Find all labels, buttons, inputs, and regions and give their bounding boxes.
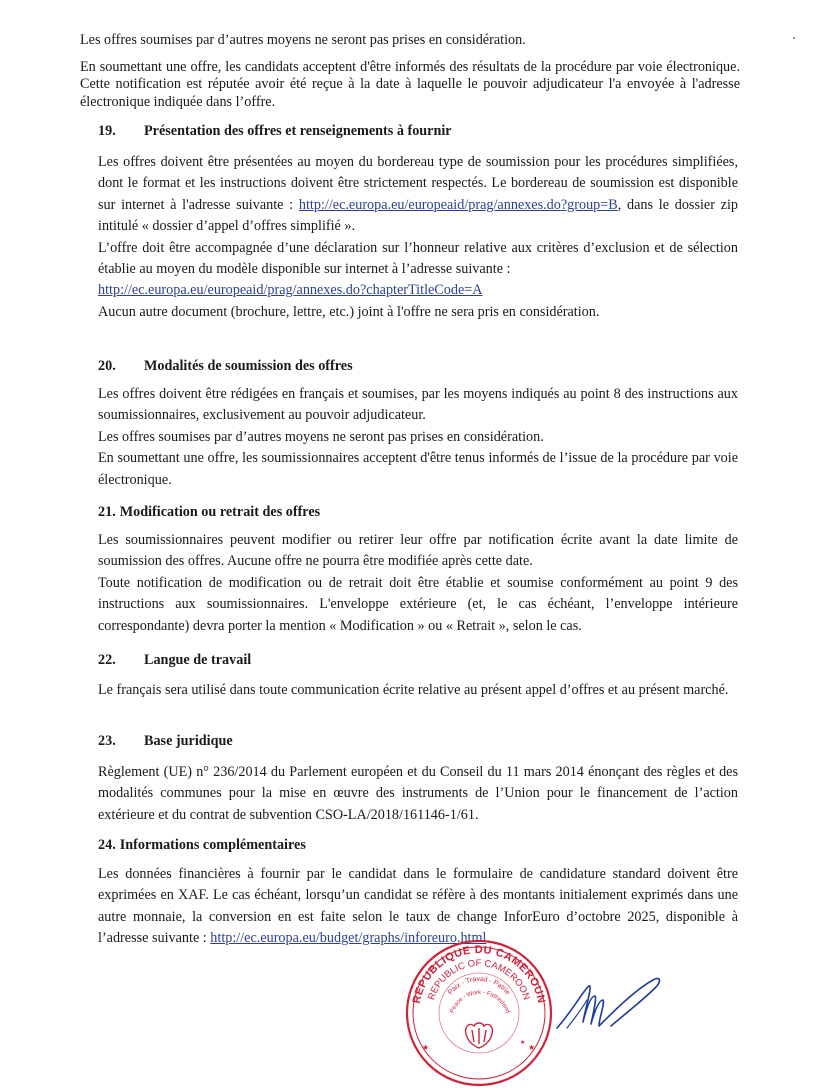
section-23-heading <box>98 732 233 750</box>
section-19-heading <box>98 122 452 140</box>
svg-text:★: ★ <box>520 1039 526 1046</box>
section-21-paragraph-2: Toute notification de modification ou de retrait doit être établie et soumise conformément au point 9 des instructions aux soumissionnaires. L'enveloppe extérieure (et, le cas échéant, l’enveloppe intérieure correspondante) devra porter la mention « Modification » ou « Retrait », selon le cas. <box>98 574 738 634</box>
paragraph-text: Les données financières à fournir par le candidat dans le formulaire de candidature standard doivent être exprimées en XAF. Le cas échéant, lorsqu’un candidat se réfère à des montants initialement exprimés dans une autre monnaie, la conversion en est faite selon le taux de change InforEuro d’octobre 2025, disponible à l’adresse suivante : <box>98 866 738 947</box>
section-20-body <box>98 384 738 491</box>
section-title: Modification ou retrait des offres <box>119 504 321 520</box>
paragraph-text: Les offres doivent être présentées au moyen du bordereau type de soumission pour les procédures simplifiées, dont le format et les instructions doivent être strictement respectés. Le bordereau de soumission est disponible sur internet à l'adresse suivante : <box>98 154 738 213</box>
svg-text:★: ★ <box>528 1043 536 1052</box>
section-23-body <box>98 762 738 826</box>
signature <box>555 970 665 1030</box>
svg-text:★: ★ <box>422 1043 430 1052</box>
intro-paragraph-2: En soumettant une offre, les candidats acceptent d'être informés des résultats de la procédure par voie électronique. Cette notification est réputée avoir été reçue à la date à laquelle le pouvoir adjudicateur l'a envoyée à l'adresse électronique indiquée dans l’offre. <box>80 58 740 110</box>
stamp-motto-en: Peace - Work - Fatherland <box>449 989 511 1015</box>
paragraph-text: . <box>486 930 491 947</box>
section-19-paragraph-1 <box>98 152 738 238</box>
section-21-heading <box>98 503 320 521</box>
section-22-heading <box>98 651 251 669</box>
section-number: 20. <box>98 358 116 374</box>
section-20-paragraph-3: En soumettant une offre, les soumissionnaires acceptent d'être tenus informés de l’issue de la procédure par voie électronique. <box>98 450 738 488</box>
section-number: 23. <box>98 733 116 749</box>
section-number: 24. <box>98 837 116 853</box>
section-22-body <box>98 680 738 701</box>
section-19-body <box>98 152 738 323</box>
section-title: Modalités de soumission des offres <box>144 358 353 374</box>
section-21-paragraph-1: Les soumissionnaires peuvent modifier ou retirer leur offre par notification écrite avant la date limite de soumission des offres. Aucune offre ne pourra être modifiée après cette date. <box>98 532 738 570</box>
section-24-heading <box>98 836 306 854</box>
section-title: Informations complémentaires <box>119 837 306 853</box>
section-number: 21. <box>98 504 116 520</box>
section-20-paragraph-2: Les offres soumises par d’autres moyens ne seront pas prises en considération. <box>98 428 544 445</box>
official-stamp <box>404 938 554 1088</box>
section-number: 22. <box>98 652 116 668</box>
inforeuro-link[interactable]: http://ec.europa.eu/budget/graphs/inforeuro.html <box>210 930 487 947</box>
section-title: Langue de travail <box>144 652 252 668</box>
intro-block <box>80 32 740 111</box>
stamp-inner-text: REPUBLIC OF CAMEROON <box>426 957 532 1002</box>
section-number: 19. <box>98 123 116 139</box>
section-24-body <box>98 864 738 950</box>
section-19-paragraph-3: Aucun autre document (brochure, lettre, etc.) joint à l'offre ne sera pris en considération. <box>98 303 600 320</box>
paragraph-text: , dans le dossier zip intitulé « dossier d’appel d’offres simplifié ». <box>98 196 739 235</box>
stamp-emblem-icon <box>466 1023 493 1048</box>
section-23-paragraph-1: Règlement (UE) n° 236/2014 du Parlement européen et du Conseil du 11 mars 2014 énonçant des règles et des modalités communes pour la mise en œuvre des instruments de l’Union pour le financement de l’action extérieure et du contrat de subvention CSO-LA/2018/161146-1/61. <box>98 764 738 823</box>
section-19-link-line <box>98 280 738 301</box>
stamp-motto-fr: Paix - Travail - Patrie <box>447 975 511 997</box>
section-title: Base juridique <box>144 733 233 749</box>
prag-chapter-a-link[interactable]: http://ec.europa.eu/europeaid/prag/annexes.do?chapterTitleCode=A <box>98 282 483 299</box>
section-title: Présentation des offres et renseignements à fournir <box>144 123 452 139</box>
section-19-paragraph-2: L’offre doit être accompagnée d’une déclaration sur l’honneur relative aux critères d’exclusion et de sélection établie au moyen du modèle disponible sur internet à l’adresse suivante : <box>98 239 738 278</box>
intro-paragraph-1: Les offres soumises par d’autres moyens ne seront pas prises en considération. <box>80 32 526 48</box>
prag-annexes-group-b-link[interactable]: http://ec.europa.eu/europeaid/prag/annexes.do?group=B <box>298 196 618 213</box>
stamp-outer-text: REPUBLIQUE DU CAMEROUN <box>410 943 548 1005</box>
section-20-heading <box>98 357 353 375</box>
scan-speck <box>793 37 795 39</box>
section-22-paragraph-1: Le français sera utilisé dans toute communication écrite relative au présent appel d’offres et au présent marché. <box>98 682 729 698</box>
section-20-paragraph-1: Les offres doivent être rédigées en français et soumises, par les moyens indiqués au point 8 des instructions aux soumissionnaires, exclusivement au pouvoir adjudicateur. <box>98 386 738 424</box>
section-21-body <box>98 530 738 637</box>
section-24-paragraph-1 <box>98 864 738 950</box>
